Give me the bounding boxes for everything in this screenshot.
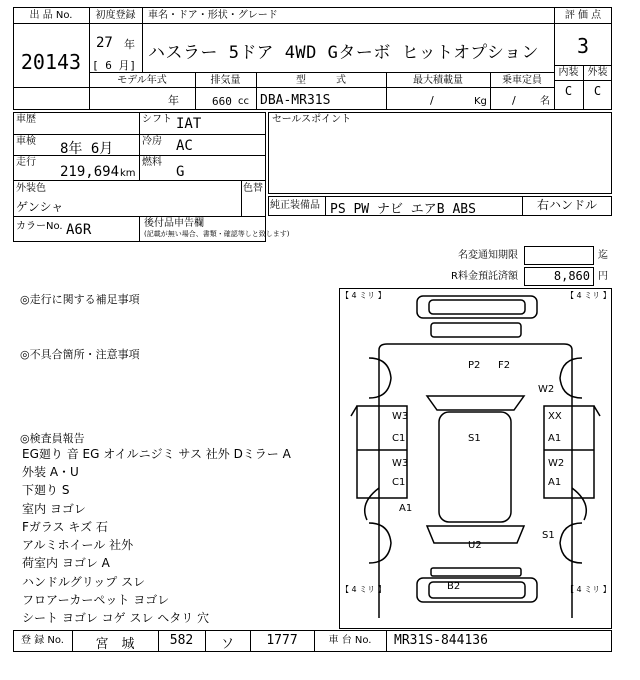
aftermarket-label: 後付品申告欄 [144, 218, 204, 229]
damage-mark: XX [548, 411, 562, 422]
name-change-label: 名変通知期限 [458, 250, 518, 261]
inspection: 8年 6月 [60, 141, 114, 157]
max-load-label: 最大積載量 [413, 75, 463, 86]
model-type-label: 型 式 [296, 75, 346, 86]
equipment: PS PW ナビ エアB ABS [330, 202, 476, 217]
ext-color: ゲンシャ [16, 200, 64, 214]
damage-mark: F2 [498, 360, 511, 371]
model-type: DBA-MR31S [260, 93, 331, 108]
reg-number: 1777 [266, 633, 298, 648]
recycle-label: R料金預託済額 [451, 271, 518, 282]
aftermarket-note: (記載が無い場合、書類・確認等しと致します) [144, 230, 290, 238]
damage-mark: S1 [542, 530, 555, 541]
report-line: Fガラス キズ 石 [22, 520, 108, 534]
name-change-box [524, 246, 594, 265]
equipment-label: 純正装備品 [270, 200, 320, 211]
max-load-unit: Kg [474, 96, 487, 107]
sales-point-label: セールスポイント [272, 114, 352, 125]
reg-no-label: 登 録 No. [21, 635, 64, 646]
lot-no: 20143 [20, 50, 82, 74]
damage-mark: C1 [392, 433, 406, 444]
damage-mark: U2 [468, 540, 482, 551]
score: 3 [576, 34, 590, 58]
capacity-label: 乗車定員 [502, 75, 542, 86]
damage-mark: A1 [399, 503, 413, 514]
report-line: 外装 A・U [22, 465, 79, 479]
reg-month: [ 6 月] [92, 59, 137, 72]
ext-color-label: 外装色 [16, 183, 46, 194]
tire-fr: 【 4 ミリ 】 [566, 291, 611, 300]
chassis-no: MR31S-844136 [394, 633, 488, 648]
reg-kana: ソ [220, 637, 234, 652]
model-year-unit: 年 [168, 94, 179, 107]
recycle-value: 8,860 [553, 269, 590, 283]
score-label: 評 価 点 [564, 10, 602, 21]
fuel-label: 燃料 [142, 157, 162, 168]
car-name-label: 車名・ドア・形状・グレード [148, 10, 278, 21]
exterior-grade: C [593, 84, 602, 98]
tire-rl: 【 4 ミリ 】 [341, 585, 386, 594]
name-change-unit: 迄 [598, 250, 608, 261]
interior-grade: C [564, 84, 573, 98]
recycle-unit: 円 [598, 271, 608, 282]
capacity-sep: / [512, 94, 516, 107]
chassis-label: 車 台 No. [328, 635, 372, 646]
displacement: 660 [212, 95, 232, 108]
report-line: 下廻り S [22, 483, 70, 497]
color-no: A6R [66, 222, 92, 238]
color-no-label: カラーNo. [16, 221, 63, 232]
damage-mark: A1 [548, 477, 562, 488]
interior-label: 内装 [558, 67, 579, 78]
inspection-label: 車検 [16, 136, 36, 147]
damage-mark: W2 [538, 384, 555, 395]
damage-mark: W3 [392, 458, 409, 469]
shift-label: シフト [142, 114, 172, 125]
report-line: ハンドルグリップ スレ [22, 575, 146, 589]
report-line: フロアーカーペット ヨゴレ [22, 593, 170, 607]
ac-label: 冷房 [142, 136, 162, 147]
report-line: 室内 ヨゴレ [22, 502, 86, 516]
reg-year-unit: 年 [124, 38, 135, 51]
reg-class: 582 [169, 633, 194, 648]
model-year-label: モデル年式 [117, 75, 167, 86]
report-line: EG廻り 音 EG オイルニジミ サス 社外 Dミラー A [22, 447, 291, 461]
damage-mark: P2 [468, 360, 481, 371]
mileage-unit: km [120, 168, 136, 179]
report-line: 荷室内 ヨゴレ A [22, 556, 110, 570]
car-name: ハスラー 5ドア 4WD Gターボ ヒットオプション [148, 43, 540, 63]
ac: AC [176, 138, 193, 154]
inspector-label: ◎検査員報告 [20, 432, 85, 445]
history-label: 車歴 [16, 114, 36, 125]
damage-mark: C1 [392, 477, 406, 488]
damage-mark: W3 [392, 411, 409, 422]
report-line: シート ヨゴレ コゲ スレ ヘタリ 穴 [22, 611, 210, 625]
mileage-label: 走行 [16, 157, 36, 168]
exterior-label: 外装 [587, 67, 608, 78]
steering: 右ハンドル [536, 198, 597, 212]
lot-no-label: 出 品 No. [29, 10, 73, 21]
displacement-unit: cc [238, 96, 249, 107]
displacement-label: 排気量 [210, 75, 241, 86]
damage-mark: S1 [468, 433, 481, 444]
supplement-label: ◎走行に関する補足事項 [20, 293, 140, 306]
report-line: アルミホイール 社外 [22, 538, 134, 552]
capacity-unit: 名 [540, 96, 550, 107]
tire-rr: 【 4 ミリ 】 [566, 585, 611, 594]
damage-mark: W2 [548, 458, 565, 469]
mileage: 219,694 [60, 164, 120, 180]
color-change-label: 色替 [243, 183, 263, 194]
reg-year-label: 初度登録 [95, 10, 136, 21]
reg-area: 宮 城 [95, 637, 135, 652]
max-load-sep: / [430, 94, 434, 107]
reg-year: 27 [96, 35, 113, 51]
damage-mark: B2 [447, 581, 461, 592]
damage-mark: A1 [548, 433, 562, 444]
shift: IAT [176, 116, 202, 132]
tire-fl: 【 4 ミリ 】 [341, 291, 386, 300]
car-diagram [339, 288, 612, 629]
defects-label: ◎不具合箇所・注意事項 [20, 348, 140, 361]
fuel: G [176, 164, 185, 180]
